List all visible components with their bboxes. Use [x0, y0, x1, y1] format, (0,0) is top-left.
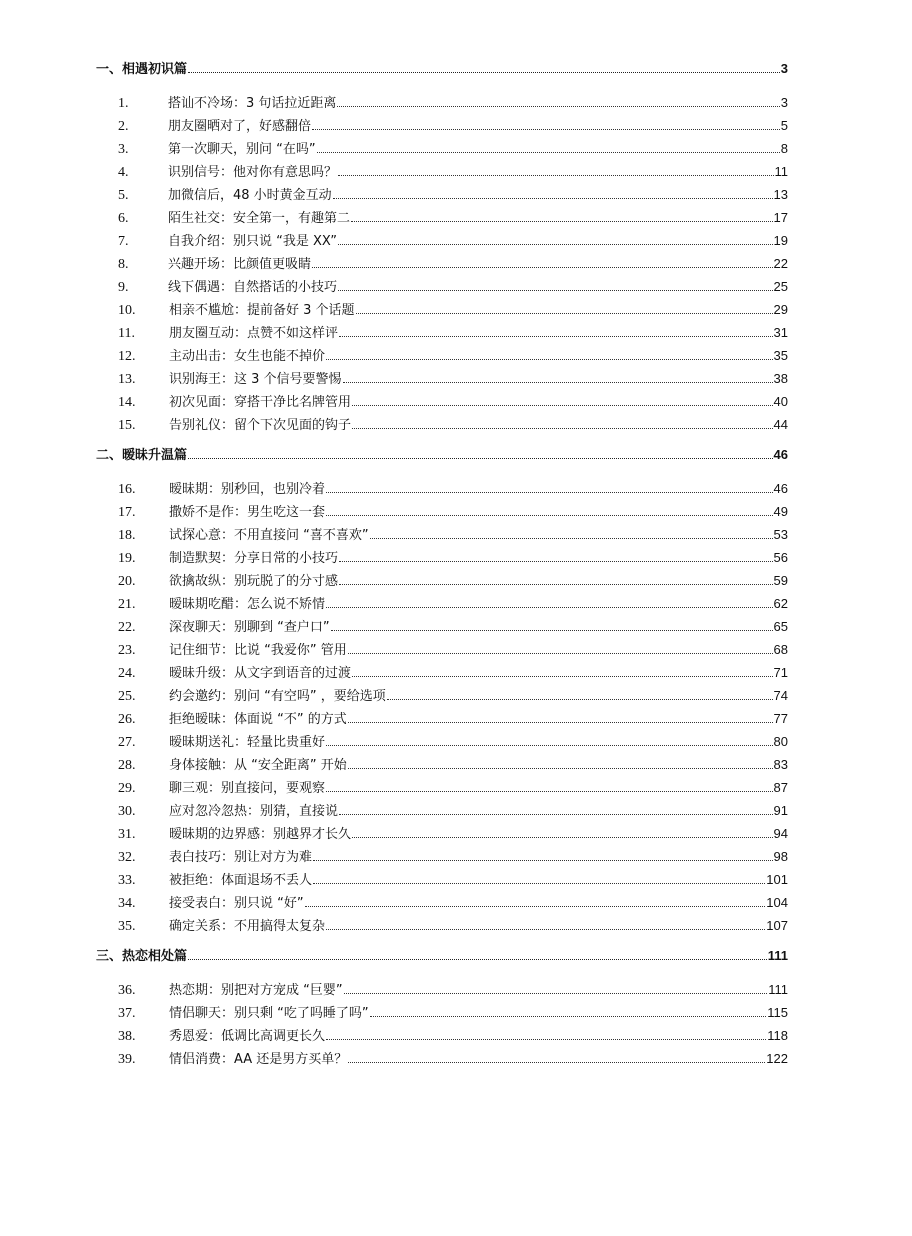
entry-page-number: 65 [773, 619, 788, 634]
entry-title: 线下偶遇：自然搭话的小技巧 [168, 280, 338, 295]
toc-entry[interactable] [96, 414, 788, 437]
toc-entry[interactable] [96, 777, 788, 800]
entry-page-number: 8 [780, 141, 788, 156]
entry-title: 约会邀约：别问 “有空吗” ，要给选项 [169, 689, 386, 704]
toc-entry[interactable] [96, 322, 788, 345]
entry-number: 3. [118, 142, 129, 157]
entry-page-number: 111 [768, 982, 788, 997]
entry-number: 35. [118, 919, 136, 934]
entry-number: 33. [118, 873, 136, 888]
toc-entry[interactable] [96, 915, 788, 938]
dot-leader [338, 244, 773, 245]
dot-leader [344, 993, 768, 994]
dot-leader [338, 175, 773, 176]
dot-leader [352, 428, 773, 429]
entry-page-number: 53 [773, 527, 788, 542]
entry-page-number: 38 [773, 371, 788, 386]
dot-leader [339, 336, 773, 337]
dot-leader [326, 791, 773, 792]
entry-title: 情侣聊天：别只剩 “吃了吗睡了吗” [169, 1006, 369, 1021]
toc-section-heading[interactable] [96, 58, 788, 78]
entry-title: 第一次聊天，别问 “在吗” [168, 142, 316, 157]
entry-page-number: 56 [773, 550, 788, 565]
entry-page-number: 49 [773, 504, 788, 519]
entry-number: 5. [118, 188, 129, 203]
dot-leader [351, 221, 773, 222]
dot-leader [352, 837, 773, 838]
toc-entry[interactable] [96, 92, 788, 115]
entry-number: 18. [118, 528, 136, 543]
entry-title: 撒娇不是作：男生吃这一套 [169, 505, 326, 520]
entry-page-number: 25 [773, 279, 788, 294]
entry-title: 兴趣开场：比颜值更吸睛 [168, 257, 312, 272]
toc-entry[interactable] [96, 685, 788, 708]
entry-page-number: 3 [780, 95, 788, 110]
dot-leader [370, 1016, 767, 1017]
dot-leader [352, 676, 773, 677]
entry-title: 记住细节：比说 “我爱你” 管用 [169, 643, 347, 658]
section-page-number: 3 [780, 61, 788, 76]
toc-entry[interactable] [96, 115, 788, 138]
entry-page-number: 91 [773, 803, 788, 818]
entry-number: 2. [118, 119, 129, 134]
entry-title: 身体接触：从 “安全距离” 开始 [169, 758, 347, 773]
entry-number: 11. [118, 326, 135, 341]
dot-leader [305, 906, 766, 907]
entry-number: 10. [118, 303, 136, 318]
entry-title: 暧昧升级：从文字到语音的过渡 [169, 666, 352, 681]
entry-title: 聊三观：别直接问，要观察 [169, 781, 326, 796]
entry-page-number: 5 [780, 118, 788, 133]
entry-page-number: 68 [773, 642, 788, 657]
entry-title: 拒绝暧昧：体面说 “不” 的方式 [169, 712, 347, 727]
entry-title: 暧昧期的边界感：别越界才长久 [169, 827, 352, 842]
section-title: 三、热恋相处篇 [96, 949, 188, 964]
entry-number: 32. [118, 850, 136, 865]
entry-number: 8. [118, 257, 129, 272]
section-spacer [96, 965, 788, 979]
dot-leader [188, 72, 780, 73]
dot-leader [338, 290, 773, 291]
entry-title: 相亲不尴尬：提前备好 3 个话题 [169, 303, 355, 318]
entry-page-number: 80 [773, 734, 788, 749]
entry-number: 30. [118, 804, 136, 819]
section-spacer [96, 938, 788, 945]
entry-number: 38. [118, 1029, 136, 1044]
entry-number: 4. [118, 165, 129, 180]
toc-entry[interactable] [96, 524, 788, 547]
entry-number: 7. [118, 234, 129, 249]
entry-page-number: 104 [766, 895, 788, 910]
toc-entry[interactable] [96, 708, 788, 731]
entry-page-number: 17 [773, 210, 788, 225]
dot-leader [333, 198, 773, 199]
entry-number: 16. [118, 482, 136, 497]
entry-number: 25. [118, 689, 136, 704]
entry-page-number: 29 [773, 302, 788, 317]
dot-leader [352, 405, 773, 406]
entry-page-number: 40 [773, 394, 788, 409]
section-spacer [96, 464, 788, 478]
toc-entry[interactable] [96, 501, 788, 524]
section-title: 一、相遇初识篇 [96, 62, 188, 77]
toc-section-heading[interactable] [96, 945, 788, 965]
entry-number: 37. [118, 1006, 136, 1021]
toc-entry[interactable] [96, 161, 788, 184]
entry-number: 31. [118, 827, 136, 842]
entry-number: 9. [118, 280, 129, 295]
toc-entry[interactable] [96, 754, 788, 777]
toc-entry[interactable] [96, 299, 788, 322]
entry-page-number: 77 [773, 711, 788, 726]
dot-leader [356, 313, 773, 314]
dot-leader [326, 745, 773, 746]
entry-page-number: 83 [773, 757, 788, 772]
dot-leader [348, 722, 773, 723]
entry-number: 1. [118, 96, 129, 111]
entry-number: 6. [118, 211, 129, 226]
entry-page-number: 94 [773, 826, 788, 841]
section-page-number: 46 [773, 447, 788, 462]
section-spacer [96, 78, 788, 92]
entry-page-number: 87 [773, 780, 788, 795]
dot-leader [339, 814, 773, 815]
entry-title: 识别信号：他对你有意思吗？ [168, 165, 338, 180]
dot-leader [188, 959, 767, 960]
toc-entry[interactable] [96, 662, 788, 685]
entry-page-number: 19 [773, 233, 788, 248]
entry-number: 39. [118, 1052, 136, 1067]
entry-title: 主动出击：女生也能不掉价 [169, 349, 326, 364]
toc-entry[interactable] [96, 1002, 788, 1025]
table-of-contents [96, 58, 788, 1071]
entry-title: 欲擒故纵：别玩脱了的分寸感 [169, 574, 339, 589]
entry-number: 36. [118, 983, 136, 998]
dot-leader [326, 929, 765, 930]
entry-number: 27. [118, 735, 136, 750]
entry-title: 陌生社交：安全第一，有趣第二 [168, 211, 351, 226]
entry-number: 26. [118, 712, 136, 727]
entry-number: 20. [118, 574, 136, 589]
entry-title: 制造默契：分享日常的小技巧 [169, 551, 339, 566]
entry-title: 情侣消费：AA 还是男方买单？ [169, 1052, 348, 1067]
entry-page-number: 62 [773, 596, 788, 611]
entry-number: 22. [118, 620, 136, 635]
toc-entry[interactable] [96, 892, 788, 915]
entry-number: 21. [118, 597, 136, 612]
entry-page-number: 122 [766, 1051, 788, 1066]
dot-leader [348, 653, 773, 654]
dot-leader [313, 883, 765, 884]
entry-title: 朋友圈互动：点赞不如这样评 [169, 326, 339, 341]
entry-page-number: 35 [773, 348, 788, 363]
dot-leader [339, 584, 773, 585]
entry-number: 19. [118, 551, 136, 566]
toc-entry[interactable] [96, 207, 788, 230]
section-spacer [96, 437, 788, 444]
entry-number: 24. [118, 666, 136, 681]
dot-leader [387, 699, 773, 700]
entry-number: 23. [118, 643, 136, 658]
toc-entry[interactable] [96, 184, 788, 207]
entry-title: 被拒绝：体面退场不丢人 [169, 873, 313, 888]
entry-number: 29. [118, 781, 136, 796]
entry-page-number: 11 [774, 164, 788, 179]
toc-entry[interactable] [96, 368, 788, 391]
toc-entry[interactable] [96, 547, 788, 570]
dot-leader [339, 561, 773, 562]
entry-page-number: 13 [773, 187, 788, 202]
toc-entry[interactable] [96, 731, 788, 754]
toc-entry[interactable] [96, 478, 788, 501]
entry-title: 告别礼仪：留个下次见面的钩子 [169, 418, 352, 433]
entry-title: 确定关系：不用搞得太复杂 [169, 919, 326, 934]
dot-leader [312, 267, 773, 268]
entry-title: 暧昧期：别秒回，也别冷着 [169, 482, 326, 497]
toc-entry[interactable] [96, 345, 788, 368]
dot-leader [343, 382, 773, 383]
entry-page-number: 98 [773, 849, 788, 864]
dot-leader [326, 607, 773, 608]
entry-number: 28. [118, 758, 136, 773]
entry-page-number: 115 [767, 1005, 788, 1020]
entry-title: 应对忽冷忽热：别猜，直接说 [169, 804, 339, 819]
entry-number: 12. [118, 349, 136, 364]
dot-leader [317, 152, 780, 153]
dot-leader [188, 458, 773, 459]
entry-number: 13. [118, 372, 136, 387]
entry-title: 试探心意：不用直接问 “喜不喜欢” [169, 528, 369, 543]
entry-number: 14. [118, 395, 136, 410]
dot-leader [331, 630, 773, 631]
toc-entry[interactable] [96, 979, 788, 1002]
toc-entry[interactable] [96, 230, 788, 253]
entry-page-number: 71 [773, 665, 788, 680]
entry-page-number: 22 [773, 256, 788, 271]
dot-leader [337, 106, 779, 107]
toc-entry[interactable] [96, 800, 788, 823]
entry-number: 17. [118, 505, 136, 520]
toc-entry[interactable] [96, 823, 788, 846]
entry-page-number: 74 [773, 688, 788, 703]
dot-leader [313, 860, 773, 861]
dot-leader [326, 1039, 766, 1040]
entry-number: 34. [118, 896, 136, 911]
entry-title: 深夜聊天：别聊到 “查户口” [169, 620, 330, 635]
entry-page-number: 59 [773, 573, 788, 588]
toc-entry[interactable] [96, 593, 788, 616]
entry-page-number: 101 [766, 872, 788, 887]
entry-page-number: 118 [767, 1028, 788, 1043]
entry-page-number: 31 [773, 325, 788, 340]
toc-section-heading[interactable] [96, 444, 788, 464]
dot-leader [348, 1062, 765, 1063]
entry-title: 加微信后，48 小时黄金互动 [168, 188, 332, 203]
dot-leader [326, 515, 773, 516]
entry-title: 自我介绍：别只说 “我是 XX” [168, 234, 338, 249]
entry-title: 暧昧期吃醋：怎么说不矫情 [169, 597, 326, 612]
dot-leader [370, 538, 773, 539]
entry-number: 15. [118, 418, 136, 433]
entry-title: 朋友圈晒对了，好感翻倍 [168, 119, 312, 134]
entry-page-number: 44 [773, 417, 788, 432]
entry-title: 热恋期：别把对方宠成 “巨婴” [169, 983, 343, 998]
dot-leader [326, 492, 773, 493]
toc-entry[interactable] [96, 1025, 788, 1048]
entry-page-number: 46 [773, 481, 788, 496]
toc-entry[interactable] [96, 869, 788, 892]
toc-entry[interactable] [96, 253, 788, 276]
dot-leader [312, 129, 780, 130]
toc-entry[interactable] [96, 138, 788, 161]
dot-leader [348, 768, 773, 769]
entry-title: 初次见面：穿搭干净比名牌管用 [169, 395, 352, 410]
toc-entry[interactable] [96, 391, 788, 414]
entry-title: 暧昧期送礼：轻量比贵重好 [169, 735, 326, 750]
toc-entry[interactable] [96, 276, 788, 299]
entry-title: 搭讪不冷场：3 句话拉近距离 [168, 96, 337, 111]
entry-page-number: 107 [766, 918, 788, 933]
toc-entry[interactable] [96, 616, 788, 639]
section-page-number: 111 [767, 948, 788, 963]
toc-entry[interactable] [96, 639, 788, 662]
entry-title: 识别海王：这 3 个信号要警惕 [169, 372, 342, 387]
section-title: 二、暧昧升温篇 [96, 448, 188, 463]
dot-leader [326, 359, 773, 360]
entry-title: 表白技巧：别让对方为难 [169, 850, 313, 865]
entry-title: 接受表白：别只说 “好” [169, 896, 304, 911]
entry-title: 秀恩爱：低调比高调更长久 [169, 1029, 326, 1044]
toc-entry[interactable] [96, 570, 788, 593]
toc-entry[interactable] [96, 1048, 788, 1071]
toc-entry[interactable] [96, 846, 788, 869]
